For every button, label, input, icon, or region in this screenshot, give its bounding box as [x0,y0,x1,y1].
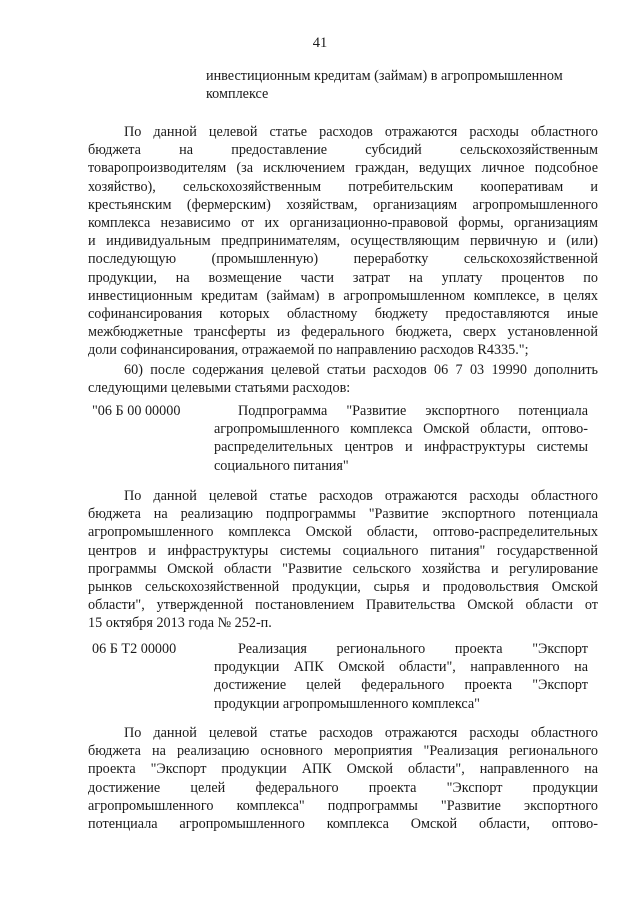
text-line: достижение целей федерального проекта "Экспорт продукции [88,779,598,796]
text-line: По данной целевой статье расходов отражаются расходы областного [124,725,598,741]
text-line: следующими целевыми статьями расходов: [88,380,351,397]
text-line: комплекса независимо от их организационно-правовой формы, организациям [88,215,598,232]
text-line: агропромышленного комплекса" подпрограммы "Развитие экспортного [88,797,598,814]
text-line: продукции агропромышленного комплекса" [214,695,480,712]
text-line: крестьянским (фермерским) хозяйствам, организациям агропромышленного [88,196,598,213]
text-line: проекта "Экспорт продукции АПК Омской области", направленного на [88,761,598,778]
paragraph-2 [88,487,598,633]
text-line: агропромышленного комплекса Омской области, оптово-распределительных [88,524,598,541]
target-title [214,402,588,475]
text-line: хозяйство), сельскохозяйственным потребительским кооперативам и [88,178,598,195]
text-line: товаропроизводителям (за исключением граждан, ведущих личное подсобное [88,160,598,177]
paragraph-3 [88,724,598,833]
text-line: агропромышленного комплекса Омской области, оптово- [214,421,588,438]
text-line: последующую (промышленную) переработку сельскохозяйственной [88,251,598,268]
text-line: продукции АПК Омской области", направленного на [214,659,588,676]
page-number: 41 [312,35,328,51]
item-60 [88,361,598,397]
text-line: программы Омской области "Развитие сельского хозяйства и регулирование [88,560,598,577]
text-line: инвестиционным кредитам (займам) в агропромышленном [206,68,563,84]
paragraph-1 [88,123,598,360]
text-line: 60) после содержания целевой статьи расходов 06 7 03 19990 дополнить [124,362,598,378]
text-line: социального питания" [214,457,349,474]
text-line: бюджета на предоставление субсидий сельскохозяйственным [88,142,598,159]
text-line: области", утвержденной постановлением Правительства Омской области от [88,597,598,614]
text-line: центров и инфраструктуры системы социального питания" государственной [88,542,598,559]
text-line: достижение целей федерального проекта "Экспорт [214,677,588,694]
text-line: продукции, на возмещение части затрат на уплату процентов по [88,269,598,286]
target-code: "06 Б 00 00000 [92,403,181,419]
text-line: доли софинансирования, отражаемой по направлению расходов R4335."; [88,342,529,359]
text-line: потенциала агропромышленного комплекса Омской области, оптово- [88,816,598,833]
text-line: межбюджетные трансферты из федерального бюджета, сверх установленной [88,324,598,341]
target-code: 06 Б Т2 00000 [92,641,177,657]
text-line: рынков сельскохозяйственной продукции, сырья и продовольствия Омской [88,579,598,596]
text-line: Подпрограмма "Развитие экспортного потенциала [238,403,588,419]
continued-title [206,67,586,103]
text-line: инвестиционным кредитам (займам) в агропромышленном комплексе, в целях [88,287,598,304]
text-line: бюджета на реализацию основного мероприятия "Реализация регионального [88,743,598,760]
text-line: Реализация регионального проекта "Экспорт [238,641,588,657]
target-title [214,640,588,713]
text-line: По данной целевой статье расходов отражаются расходы областного [124,124,598,140]
text-line: и индивидуальным предпринимателям, осуществляющим первичную и (или) [88,233,598,250]
text-line: распределительных центров и инфраструктуры системы [214,439,588,456]
text-line: По данной целевой статье расходов отражаются расходы областного [124,488,598,504]
text-line: бюджета на реализацию подпрограммы "Развитие экспортного потенциала [88,506,598,523]
text-line: комплексе [206,86,269,103]
text-line: 15 октября 2013 года № 252-п. [88,615,272,632]
text-line: софинансирования которых областному бюджету предоставляются иные [88,306,598,323]
